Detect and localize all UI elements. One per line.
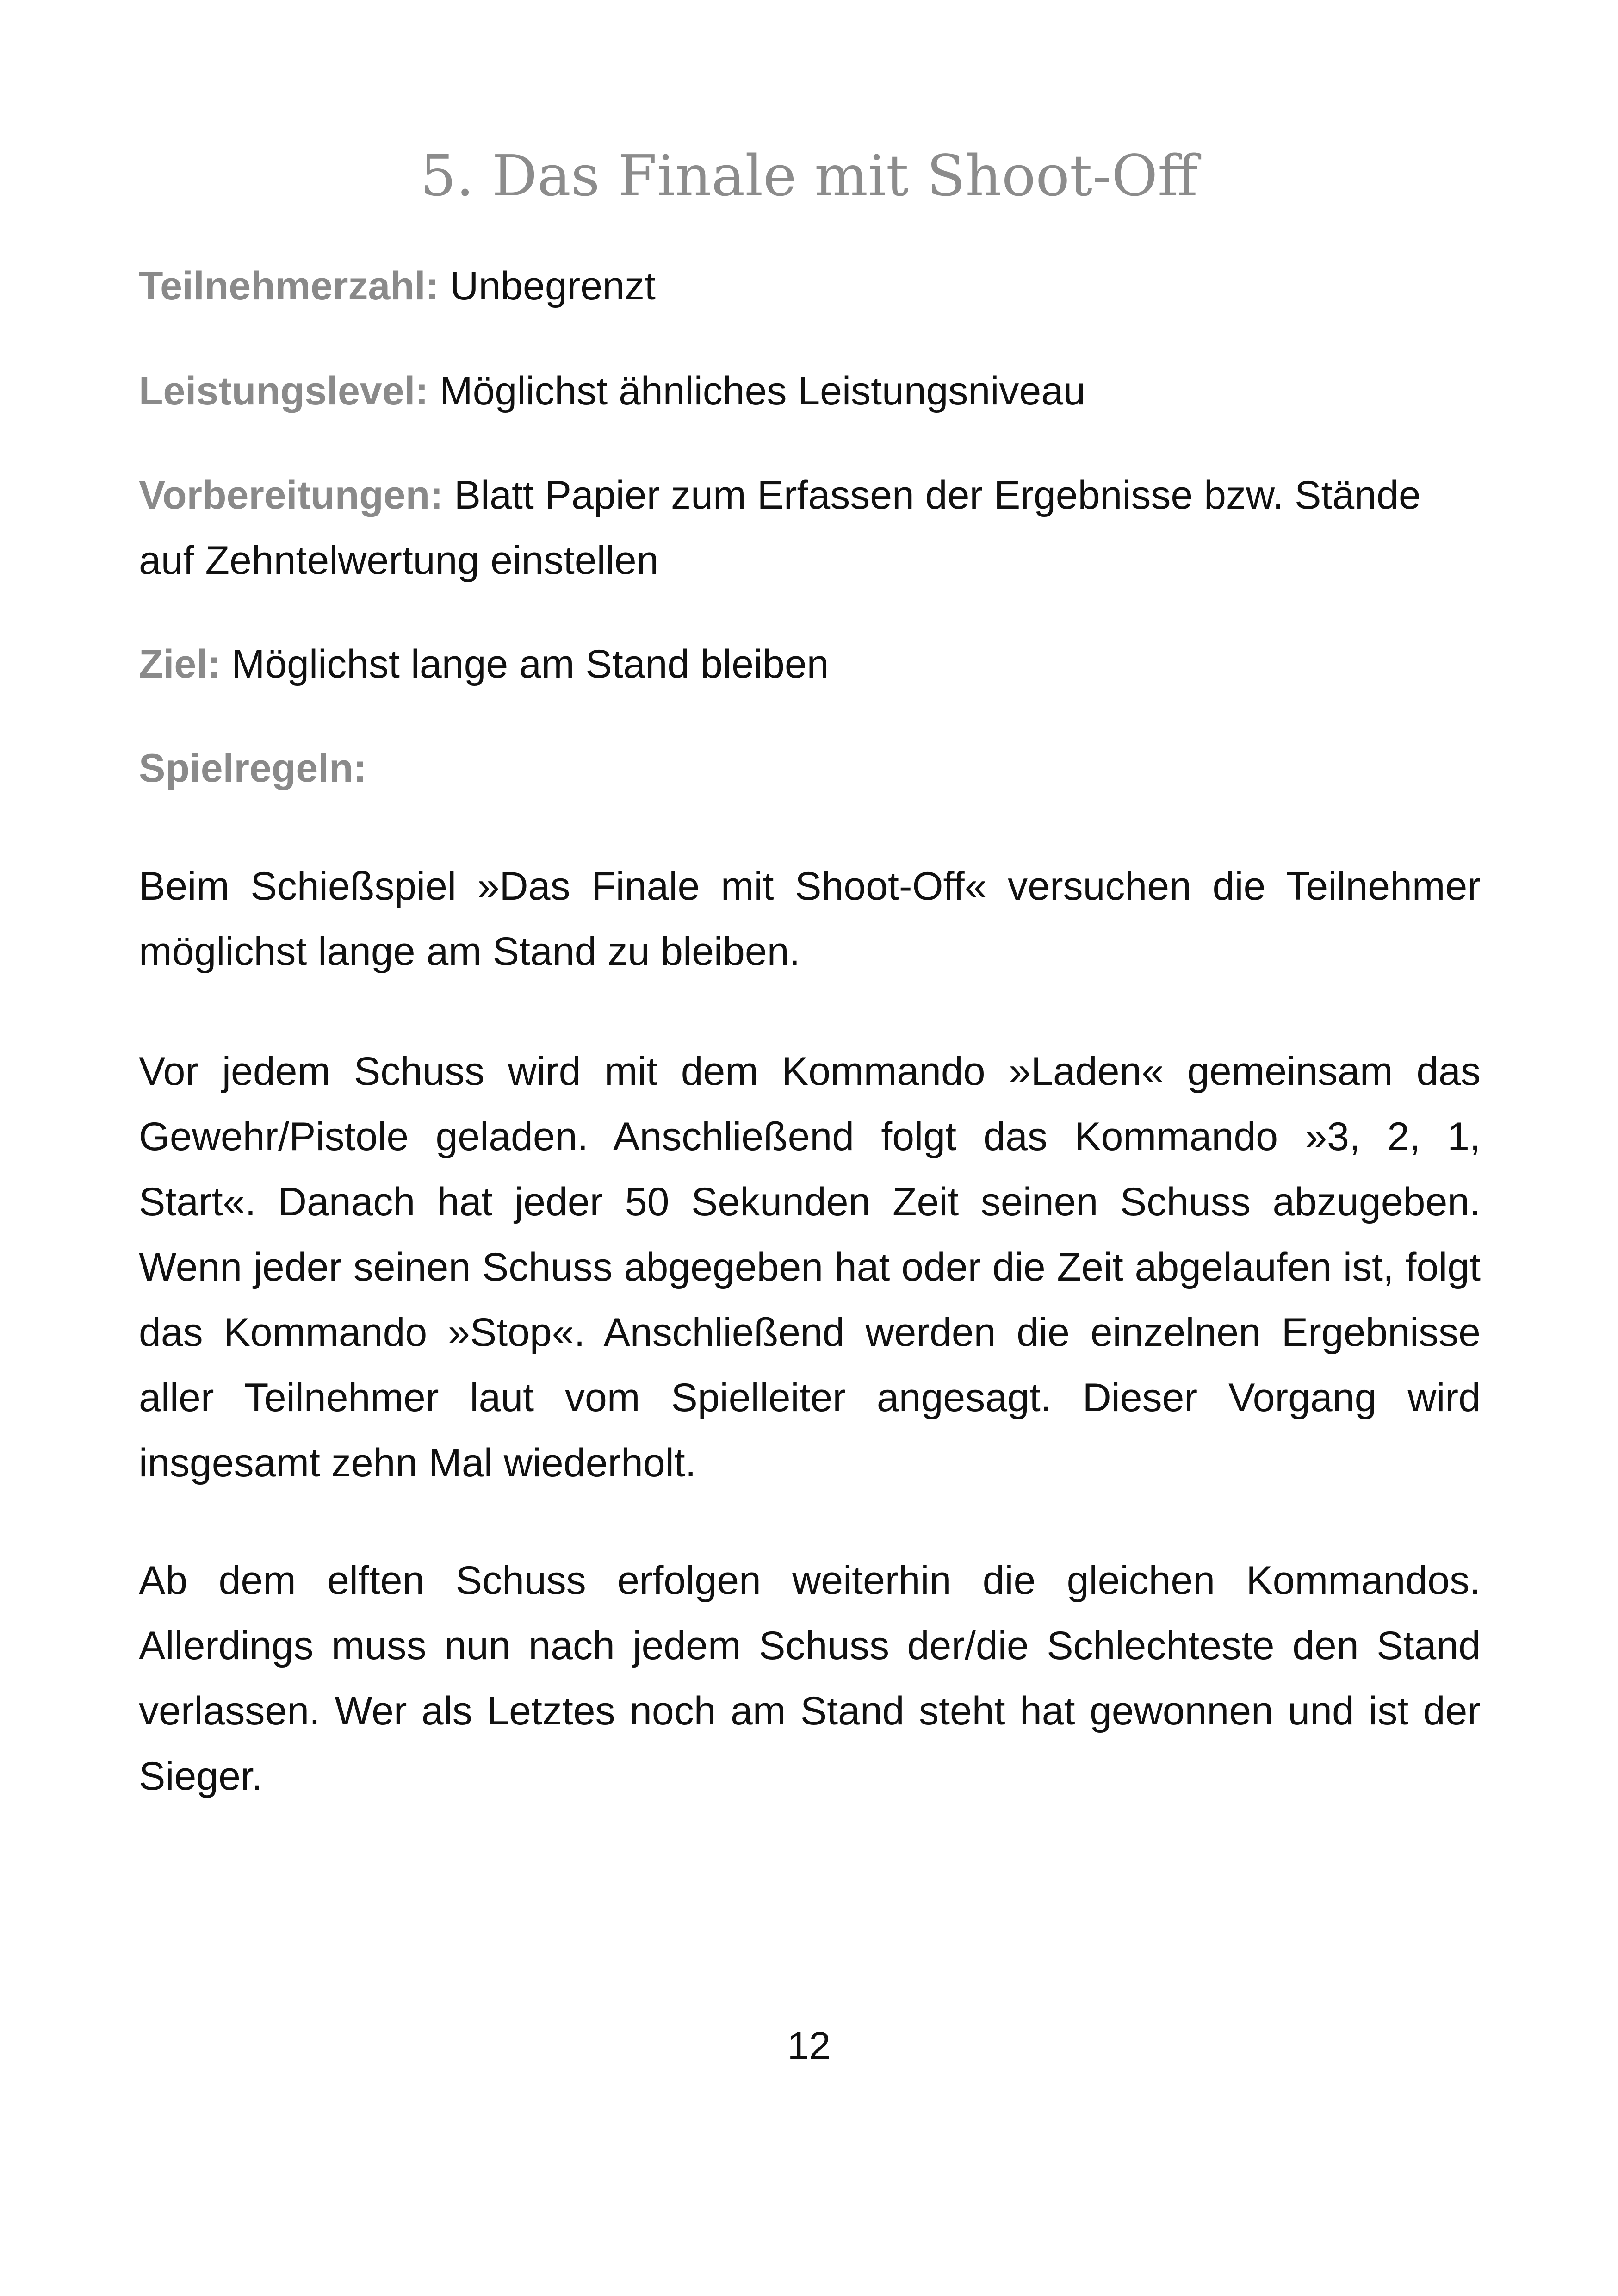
page-title: 5. Das Finale mit Shoot-Off (420, 143, 1198, 209)
field-label: Ziel: (139, 642, 221, 686)
field-value: Blatt Papier zum Erfassen der Ergebnisse bzw. Stände auf Zehntelwertung einstellen (139, 473, 1421, 583)
paragraph-shoot-off: Ab dem elften Schuss erfolgen weiterhin die gleichen Kommandos. Allerdings muss nun nach jedem Schuss der/die Schlechteste den Stand verlassen. Wer als Letztes noch am Stand steht hat gewonnen und ist der Sieger. (139, 1558, 1481, 1798)
field-goal (139, 632, 1481, 697)
field-value: Unbegrenzt (450, 264, 656, 308)
field-label: Spielregeln: (139, 746, 367, 790)
paragraph-procedure: Vor jedem Schuss wird mit dem Kommando »Laden« gemeinsam das Gewehr/Pistole geladen. Anschließend folgt das Kommando »3, 2, 1, Start«. Danach hat jeder 50 Sekunden Zeit seinen Schuss abzugeben. Wenn jeder seinen Schuss abgegeben hat oder die Zeit abgelaufen ist, folgt das Kommando »Stop«. Anschließend werden die einzelnen Ergebnisse aller Teilnehmer laut vom Spielleiter angesagt. Dieser Vorgang wird insgesamt zehn Mal wiederholt. (139, 1049, 1481, 1485)
paragraph-intro: Beim Schießspiel »Das Finale mit Shoot-Off« versuchen die Teilnehmer möglichst lange am Stand zu bleiben. (139, 864, 1481, 974)
field-value: Möglichst lange am Stand bleiben (231, 642, 829, 686)
field-value: Möglichst ähnliches Leistungsniveau (439, 369, 1085, 413)
field-label: Vorbereitungen: (139, 473, 443, 517)
field-preparations (139, 463, 1481, 593)
field-performance-level (139, 359, 1481, 424)
field-participants (139, 254, 1481, 319)
field-label: Leistungslevel: (139, 369, 429, 413)
page-number: 12 (787, 2024, 831, 2067)
field-rules (139, 736, 1481, 801)
field-label: Teilnehmerzahl: (139, 264, 439, 308)
